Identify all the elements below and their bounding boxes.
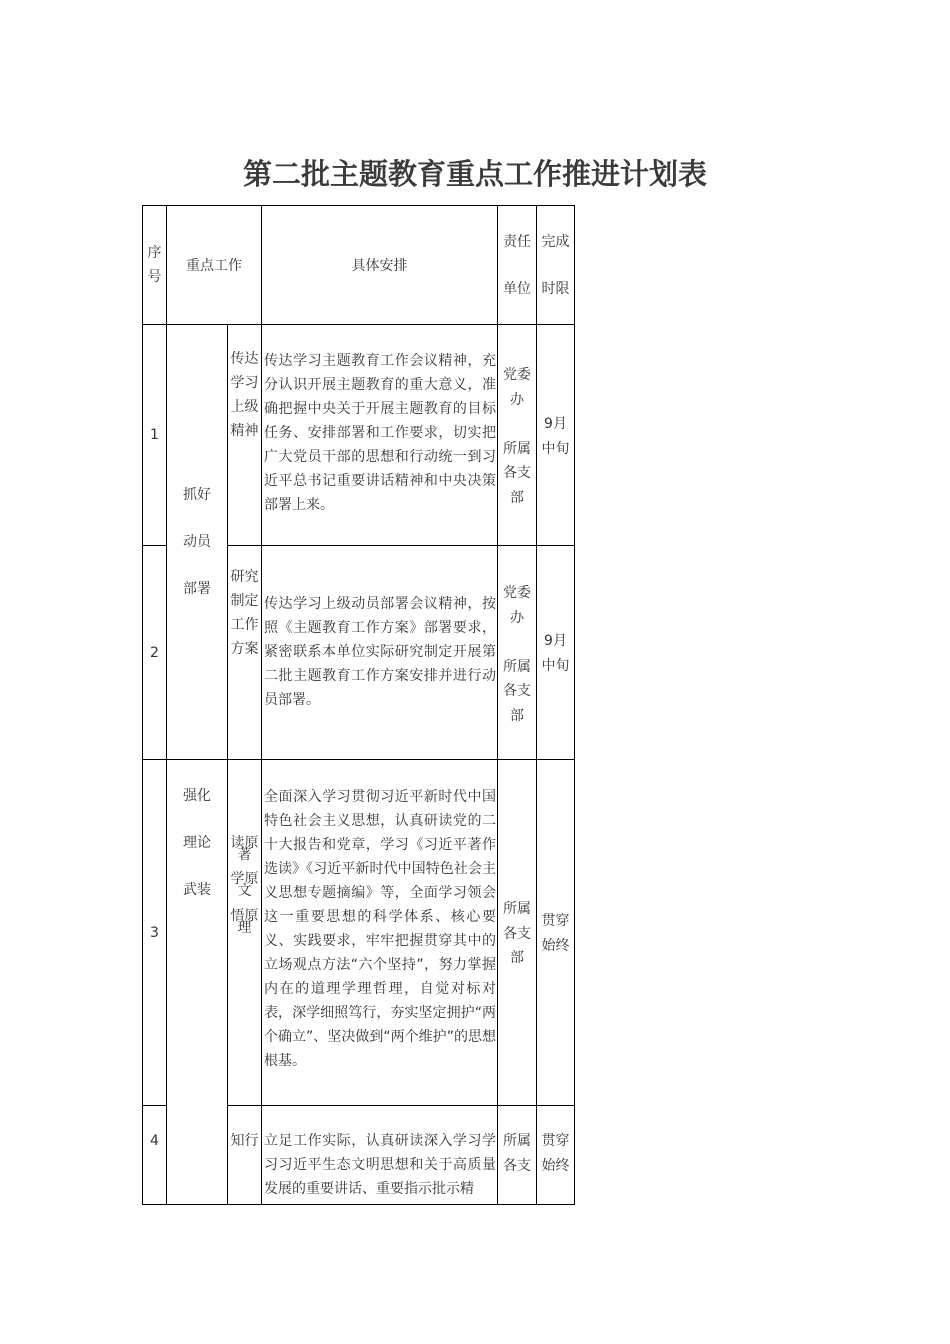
row3-bottom-line-right [227,1105,575,1106]
group-mobilize: 抓好 动员 部署 [183,487,211,597]
table-row-3-seq: 3 [150,925,159,941]
unit-col-line [536,205,537,1205]
table-row-1-unit: 党委 办 所属 各支 部 [503,367,531,506]
table-row-2-detail: 传达学习上级动员部署会议精神，按照《主题教育工作方案》部署要求，紧密联系本单位实际研究制定开展第二批主题教育工作方案安排并进行动员部署。 [264,596,496,708]
row1-bottom-line [142,545,166,546]
header-deadline: 完成 时限 [541,234,570,297]
header-bottom-line [142,324,575,325]
table-row-4-seq: 4 [150,1133,159,1149]
table-row-2-deadline: 9月 中旬 [541,633,570,674]
header-seq: 序 号 [147,245,162,285]
table-border-left [142,205,143,1205]
group-col-line [227,324,228,1205]
table-row-2-seq: 2 [150,645,159,661]
table-border-bottom [142,1204,575,1205]
table-row-4-detail: 立足工作实际，认真研读深入学习学习习近平生态文明思想和关于高质量发展的重要讲话、重要指示批示精 [264,1133,496,1197]
header-unit: 责任 单位 [503,234,531,297]
row1-bottom-line-right [227,545,575,546]
table-border-right [574,205,575,1205]
table-row-1-item: 传达 学习 上级 精神 [230,351,259,439]
header-detail: 具体安排 [351,258,408,274]
table-row-4-deadline: 贯穿 始终 [541,1133,570,1174]
table-row-3-unit: 所属 各支 部 [503,901,531,966]
group-theory: 强化 理论 武装 [183,788,211,898]
table-row-1-detail: 传达学习主题教育工作会议精神，充分认识开展主题教育的重大意义，准确把握中央关于开展主题教育的目标任务、安排部署和工作要求，切实把广大党员干部的思想和行动统一到习近平总书记重要讲话精神和中央决策部署上来。 [264,353,496,513]
table-row-1-deadline: 9月 中旬 [541,416,570,457]
table-row-3-detail: 全面深入学习贯彻习近平新时代中国特色社会主义思想，认真研读党的二十大报告和党章，学习《习近平著作选读》《习近平新时代中国特色社会主义思想专题摘编》等，全面学习领会这一重要思想的科学体系、核心要义、实践要求，牢牢把握贯穿其中的立场观点方法“六个坚持”，努力掌握内在的道理学理哲理，自觉对标对表，深学细照笃行，夯实坚定拥护“两个确立”、坚决做到“两个维护”的思想根基。 [264,789,496,1069]
row3-bottom-line [142,1105,166,1106]
page-title: 第二批主题教育重点工作推进计划表 [242,157,707,191]
table-row-2-unit: 党委 办 所属 各支 部 [503,585,531,724]
seq-col-line [166,205,167,1205]
table-row-3-item: 读原 著 学原 文 悟原 理 [230,835,259,936]
row2-bottom-line [142,759,575,760]
header-work: 重点工作 [186,258,242,274]
table-row-2-item: 研究 制定 工作 方案 [230,569,259,657]
table-border-top [142,205,575,206]
table-row-1-seq: 1 [150,427,159,443]
table-row-4-unit: 所属 各支 [503,1133,531,1174]
table-row-3-deadline: 贯穿 始终 [541,913,570,954]
table-row-4-item: 知行 [230,1133,259,1149]
